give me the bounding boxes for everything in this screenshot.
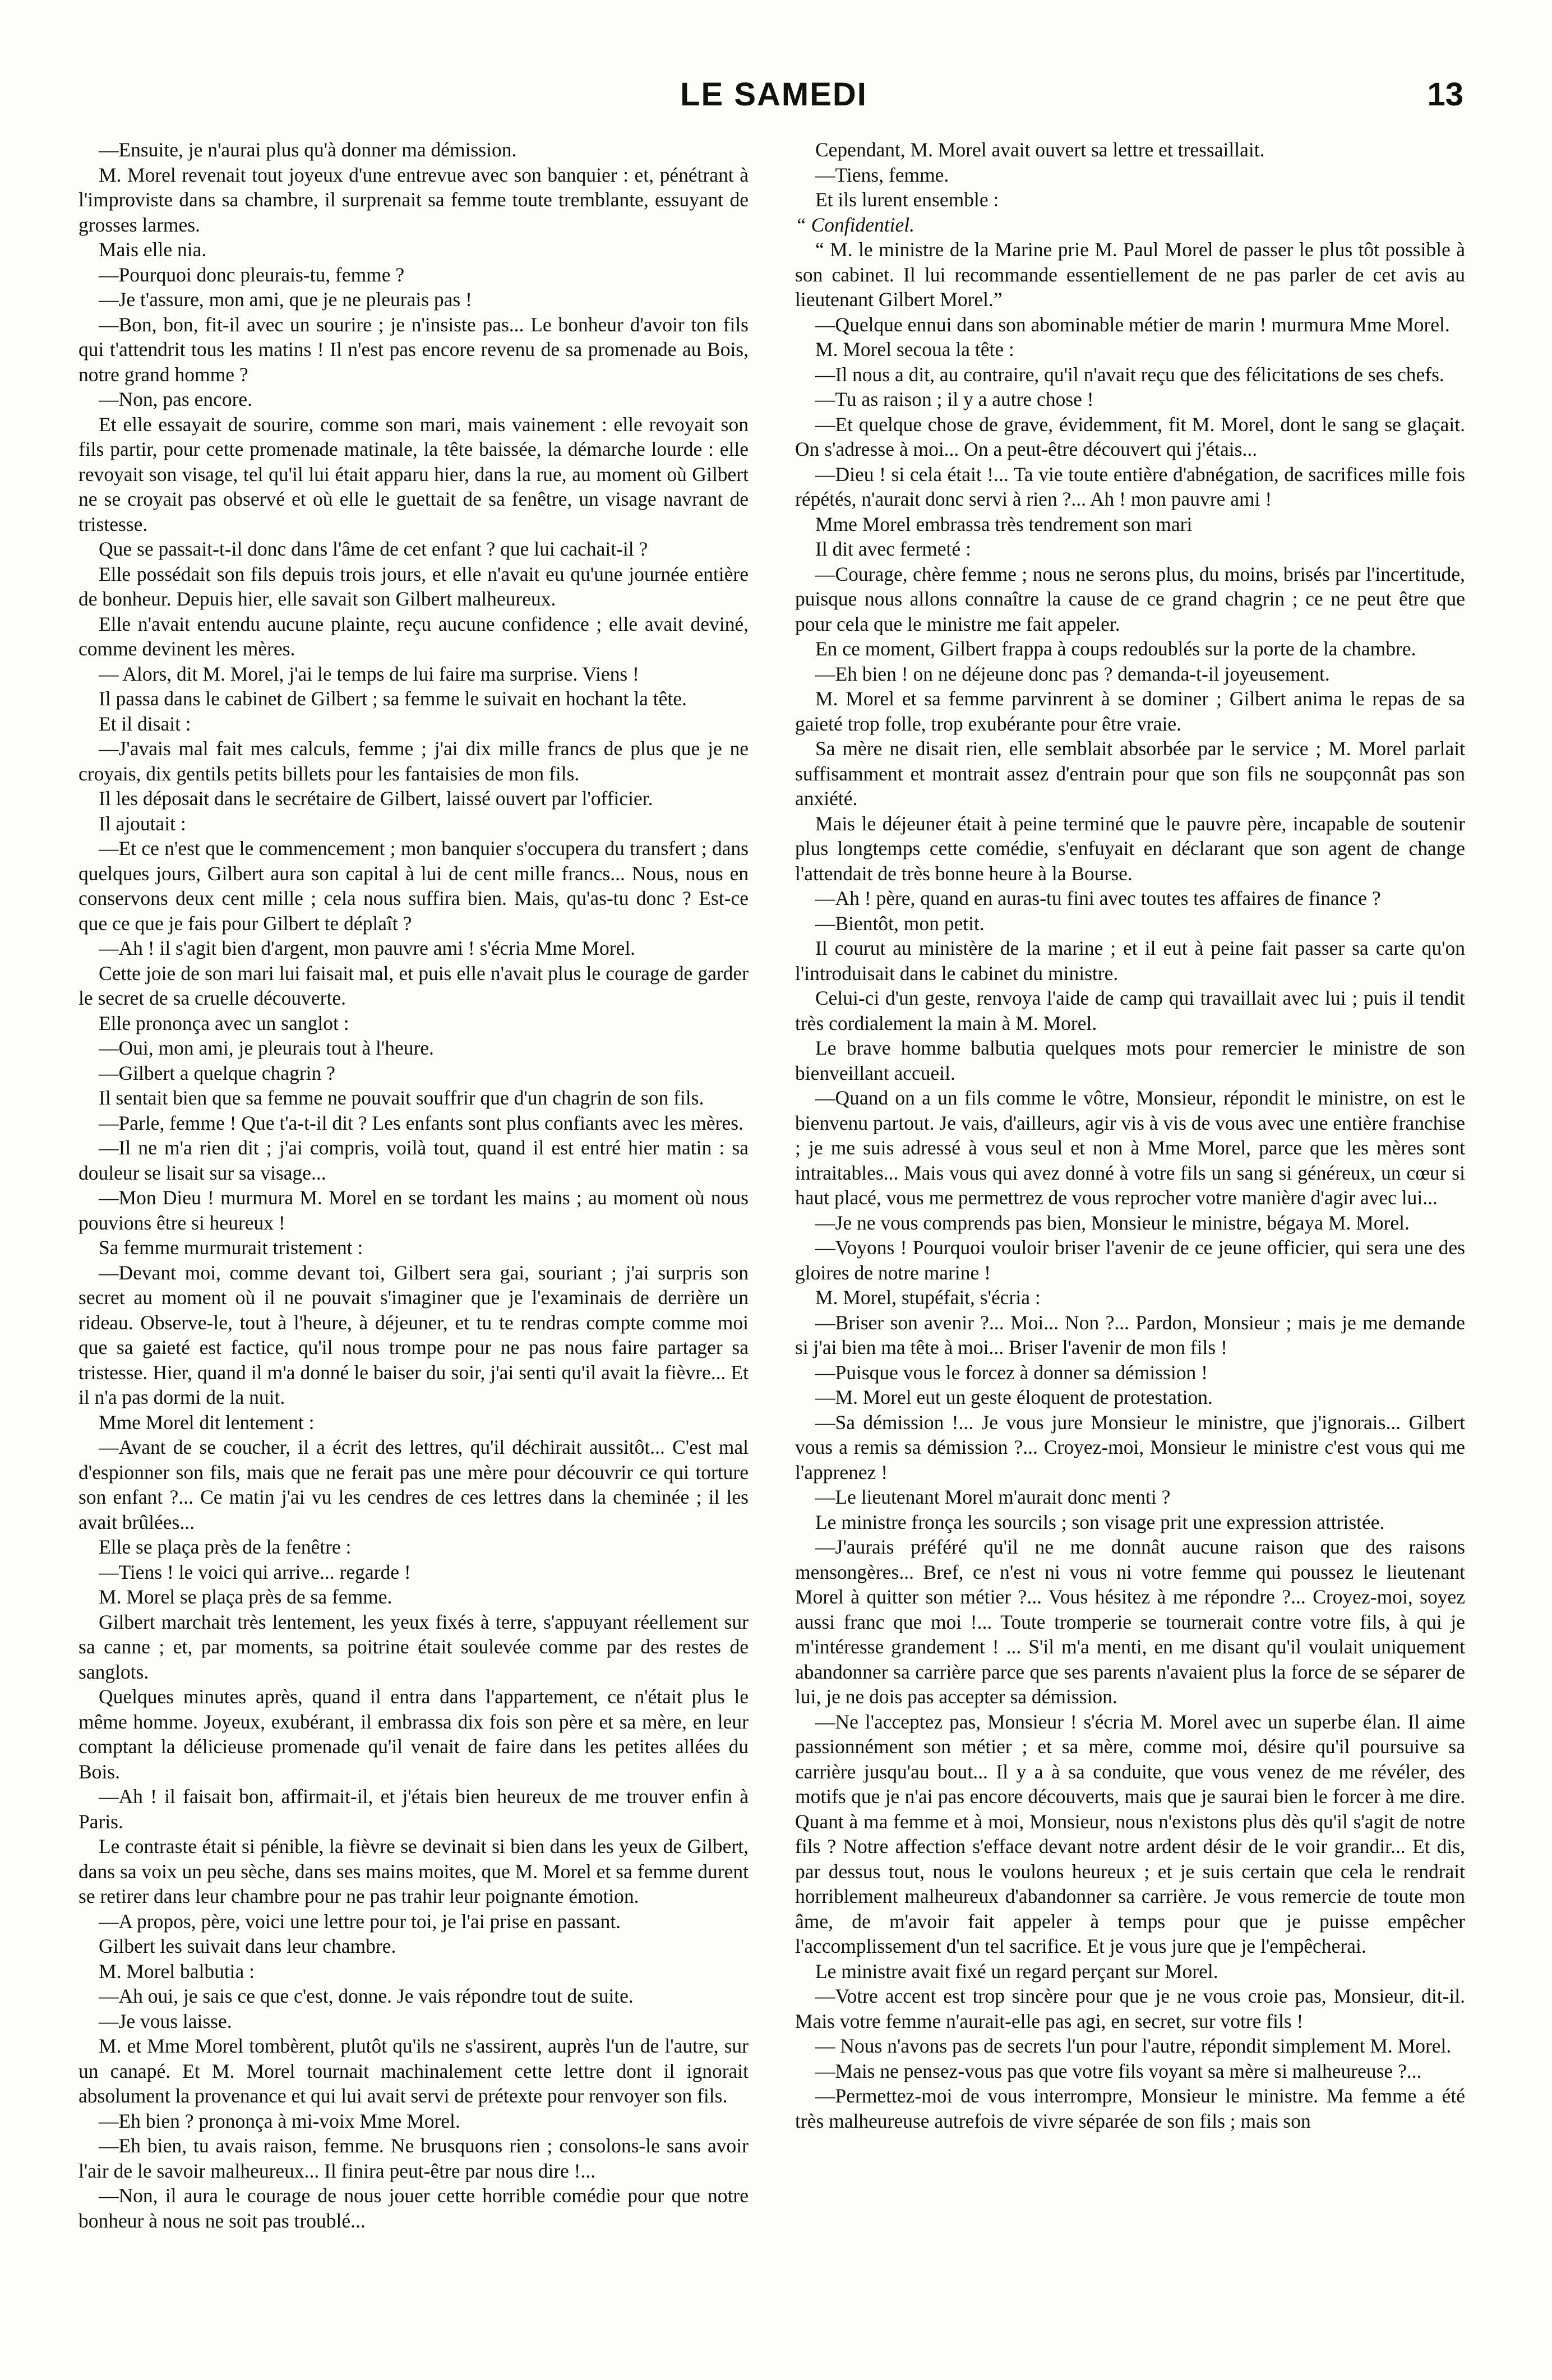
paragraph: “ Confidentiel.	[795, 213, 914, 236]
paragraph: —J'avais mal fait mes calculs, femme ; j'ai dix mille francs de plus que je ne croyais, dix gentils petits billets pour les fantaisies de mon fils.	[78, 737, 749, 785]
paragraph: Il sentait bien que sa femme ne pouvait souffrir que d'un chagrin de son fils.	[99, 1087, 704, 1109]
paragraph: —Je vous laisse.	[99, 2009, 232, 2032]
paragraph: Le contraste était si pénible, la fièvre se devinait si bien dans les yeux de Gilbert, dans sa voix un peu sèche, dans ses mains moites, que M. Morel et sa femme durent se retirer dans leur chambre pour ne pas trahir leur poignante émotion.	[78, 1835, 749, 1907]
paragraph: —Et ce n'est que le commencement ; mon banquier s'occupera du transfert ; dans quelques jours, Gilbert aura son capital à lui de cent mille francs... Nous, nous en conservons deux cent mille ; cela nous suffira bien. Mais, qu'as-tu donc ? Est-ce que ce que je fais pour Gilbert te déplaît ?	[78, 837, 749, 935]
paragraph: Le ministre fronça les sourcils ; son visage prit une expression attristée.	[815, 1510, 1385, 1533]
paragraph: Quelques minutes après, quand il entra dans l'appartement, ce n'était plus le même homme. Joyeux, exubérant, il embrassa dix fois son père et sa mère, en leur comptant la délicieuse promenade qu'il venait de faire dans les petites allées du Bois.	[78, 1685, 749, 1783]
paragraph: —Ah ! père, quand en auras-tu fini avec toutes tes affaires de finance ?	[815, 887, 1381, 909]
paragraph: —Le lieutenant Morel m'aurait donc menti ?	[815, 1486, 1171, 1508]
running-title: LE SAMEDI	[680, 76, 867, 113]
paragraph: —Ah oui, je sais ce que c'est, donne. Je vais répondre tout de suite.	[99, 1985, 634, 2007]
paragraph: —Votre accent est trop sincère pour que je ne vous croie pas, Monsieur, dit-il. Mais votre femme n'aurait-elle pas agi, en secret, sur votre fils !	[795, 1985, 1465, 2032]
paragraph: —Mon Dieu ! murmura M. Morel en se tordant les mains ; au moment où nous pouvions être si heureux !	[78, 1186, 749, 1234]
paragraph: Il courut au ministère de la marine ; et il eut à peine fait passer sa carte qu'on l'introduisait dans le cabinet du ministre.	[795, 937, 1465, 985]
paragraph: —Il ne m'a rien dit ; j'ai compris, voilà tout, quand il est entré hier matin : sa douleur se lisait sur sa visage...	[78, 1136, 749, 1184]
paragraph: —Ensuite, je n'aurai plus qu'à donner ma démission.	[99, 138, 517, 161]
paragraph: —Eh bien, tu avais raison, femme. Ne brusquons rien ; consolons-le sans avoir l'air de le savoir malheureux... Il finira peut-être par nous dire !...	[78, 2134, 749, 2182]
paragraph: Il ajoutait :	[99, 812, 186, 835]
paragraph: Et elle essayait de sourire, comme son mari, mais vainement : elle revoyait son fils partir, pour cette promenade matinale, la tête baissée, la démarche lourde : elle revoyait son visage, tel qu'il lui était apparu hier, dans la rue, au moment où Gilbert ne se croyait pas observé et où elle le guettait de sa fenêtre, un visage navrant de tristesse.	[78, 413, 749, 535]
paragraph: Mme Morel dit lentement :	[99, 1411, 315, 1434]
paragraph: Le brave homme balbutia quelques mots pour remercier le ministre de son bienveillant accueil.	[795, 1037, 1465, 1084]
paragraph: —J'aurais préféré qu'il ne me donnât aucune raison que des raisons mensongères... Bref, ce n'est ni vous ni votre femme qui poussez le lieutenant Morel à quitter son métier ?... Vous hésitez à me répondre ?... Croyez-moi, soyez aussi franc que moi !... Toute tromperie se tournerait contre votre fils, à qui je m'intéresse grandement ! ... S'il m'a menti, en me disant qu'il voulait uniquement abandonner sa carrière parce que ses parents n'avaient plus la force de se séparer de lui, je ne dois pas accepter sa démission.	[795, 1536, 1465, 1708]
paragraph: —Bon, bon, fit-il avec un sourire ; je n'insiste pas... Le bonheur d'avoir ton fils qui t'attendrit tous les matins ! Il n'est pas encore revenu de sa promenade au Bois, notre grand homme ?	[78, 313, 749, 386]
paragraph: —Ne l'acceptez pas, Monsieur ! s'écria M. Morel avec un superbe élan. Il aime passionnément son métier ; et sa mère, comme moi, désire qu'il poursuive sa carrière jusqu'au bout... Il y a à sa conduite, que vous venez de me révéler, des motifs que je n'ai pas encore découverts, mais que je saurai bien le forcer à me dire. Quant à ma femme et à moi, Monsieur, nous n'existons plus dès qu'il s'agit de notre fils ? Notre affection s'efface devant notre ardent désir de le voir grandir... Et dis, par dessus tout, nous le voulons heureux ; et je suis certain que cela le rendrait horriblement malheureux d'abandonner sa carrière. Je vous remercie de toute mon âme, de m'avoir fait appeler à temps pour que je puisse empêcher l'accomplissement d'un tel sacrifice. Et je vous jure que je l'empêcherai.	[795, 1710, 1465, 1957]
paragraph: Il les déposait dans le secrétaire de Gilbert, laissé ouvert par l'officier.	[99, 787, 653, 810]
paragraph: —Il nous a dit, au contraire, qu'il n'avait reçu que des félicitations de ses chefs.	[815, 363, 1444, 386]
paragraph: —Je t'assure, mon ami, que je ne pleurais pas !	[99, 288, 472, 311]
paragraph: —Gilbert a quelque chagrin ?	[99, 1061, 335, 1084]
paragraph: —Oui, mon ami, je pleurais tout à l'heure.	[99, 1037, 434, 1059]
paragraph: Gilbert marchait très lentement, les yeux fixés à terre, s'appuyant réellement sur sa canne ; et, par moments, sa poitrine était soulevée comme par des restes de sanglots.	[78, 1610, 749, 1683]
paragraph: —Courage, chère femme ; nous ne serons plus, du moins, brisés par l'incertitude, puisque nous allons connaître la cause de ce grand chagrin ; ce ne peut être que pour cela que le ministre me fait appeler.	[795, 562, 1465, 635]
paragraph: Sa mère ne disait rien, elle semblait absorbée par le service ; M. Morel parlait suffisamment et montrait assez d'entrain pour que son fils ne soupçonnât pas son anxiété.	[795, 737, 1465, 810]
paragraph: —Non, pas encore.	[99, 388, 253, 410]
paragraph: Il passa dans le cabinet de Gilbert ; sa femme le suivait en hochant la tête.	[99, 687, 687, 710]
paragraph: —Tiens, femme.	[815, 163, 949, 186]
paragraph: —Et quelque chose de grave, évidemment, fit M. Morel, dont le sang se glaçait. On s'adresse à moi... On a peut-être découvert qui j'étais...	[795, 413, 1465, 460]
paragraph: —Tu as raison ; il y a autre chose !	[815, 388, 1094, 410]
paragraph: Elle possédait son fils depuis trois jours, et elle n'avait eu qu'une journée entière de bonheur. Depuis hier, elle savait son Gilbert malheureux.	[78, 562, 749, 610]
paragraph: M. Morel et sa femme parvinrent à se dominer ; Gilbert anima le repas de sa gaieté trop folle, trop exubérante pour être vraie.	[795, 687, 1465, 735]
paragraph: Mais le déjeuner était à peine terminé que le pauvre père, incapable de soutenir plus longtemps cette comédie, s'enfuyait en déclarant que son agent de change l'attendait de très bonne heure à la Bourse.	[795, 812, 1465, 885]
paragraph: —Mais ne pensez-vous pas que votre fils voyant sa mère si malheureuse ?...	[815, 2059, 1422, 2082]
paragraph: —Eh bien ! on ne déjeune donc pas ? demanda-t-il joyeusement.	[815, 662, 1330, 685]
page-header	[78, 76, 1469, 126]
paragraph: Et il disait :	[99, 712, 191, 735]
paragraph: Mais elle nia.	[99, 238, 207, 261]
paragraph: —Pourquoi donc pleurais-tu, femme ?	[99, 263, 405, 286]
paragraph: —Quand on a un fils comme le vôtre, Monsieur, répondit le ministre, on est le bienvenu partout. Je vais, d'ailleurs, agir vis à vis de vous avec une entière franchise ; je me suis adressé à vous seul et non à Mme Morel, parce que les mères sont intraitables... Mais vous qui avez donné à votre fils un sang si généreux, un cœur si haut placé, vous me permettrez de vous reprocher votre manière d'agir avec lui...	[795, 1087, 1465, 1209]
paragraph: —A propos, père, voici une lettre pour toi, je l'ai prise en passant.	[99, 1910, 621, 1933]
paragraph: —Devant moi, comme devant toi, Gilbert sera gai, souriant ; j'ai surpris son secret au moment où il ne pouvait s'imaginer que je l'examinais de derrière un rideau. Observe-le, tout à l'heure, à déjeuner, et tu te rendras compte comme moi que sa gaieté est factice, qu'il nous trompe pour ne pas nous faire partager sa tristesse. Hier, quand il m'a donné le baiser du soir, j'ai senti qu'il avait la fièvre... Et il n'a pas dormi de la nuit.	[78, 1261, 749, 1408]
paragraph: — Nous n'avons pas de secrets l'un pour l'autre, répondit simplement M. Morel.	[815, 2035, 1452, 2057]
paragraph: M. Morel se plaça près de sa femme.	[99, 1586, 392, 1608]
paragraph: —Briser son avenir ?... Moi... Non ?... Pardon, Monsieur ; mais je me demande si j'ai bien ma tête à moi... Briser l'avenir de mon fils !	[795, 1311, 1465, 1358]
paragraph: Que se passait-t-il donc dans l'âme de cet enfant ? que lui cachait-il ?	[99, 538, 648, 560]
paragraph: —Bientôt, mon petit.	[815, 912, 985, 935]
paragraph: Et ils lurent ensemble :	[815, 188, 999, 211]
paragraph: —Je ne vous comprends pas bien, Monsieur le ministre, bégaya M. Morel.	[815, 1211, 1410, 1234]
paragraph: —Quelque ennui dans son abominable métier de marin ! murmura Mme Morel.	[815, 313, 1450, 336]
paragraph: —Non, il aura le courage de nous jouer cette horrible comédie pour que notre bonheur à nous ne soit pas troublé...	[78, 2184, 749, 2232]
paragraph: —Avant de se coucher, il a écrit des lettres, qu'il déchirait aussitôt... C'est mal d'espionner son fils, mais que ne ferait pas une mère pour découvrir ce qui torture son enfant ?... Ce matin j'ai vu les cendres de ces lettres dans la cheminée ; il les avait brûlées...	[78, 1436, 749, 1533]
paragraph: —Voyons ! Pourquoi vouloir briser l'avenir de ce jeune officier, qui sera une des gloires de notre marine !	[795, 1236, 1465, 1284]
paragraph: —M. Morel eut un geste éloquent de protestation.	[815, 1386, 1213, 1408]
page-number: 13	[1427, 76, 1463, 113]
paragraph: —Tiens ! le voici qui arrive... regarde !	[99, 1560, 411, 1583]
paragraph: —Sa démission !... Je vous jure Monsieur le ministre, que j'ignorais... Gilbert vous a remis sa démission ?... Croyez-moi, Monsieur le ministre c'est vous qui me l'apprenez !	[795, 1411, 1465, 1484]
paragraph: — Alors, dit M. Morel, j'ai le temps de lui faire ma surprise. Viens !	[99, 662, 639, 685]
paragraph: Cependant, M. Morel avait ouvert sa lettre et tressaillait.	[815, 138, 1265, 161]
paragraph: —Parle, femme ! Que t'a-t-il dit ? Les enfants sont plus confiants avec les mères.	[99, 1111, 743, 1134]
paragraph: —Puisque vous le forcez à donner sa démission !	[815, 1361, 1208, 1384]
paragraph: —Dieu ! si cela était !... Ta vie toute entière d'abnégation, de sacrifices mille fois répétés, n'aurait donc servi à rien ?... Ah ! mon pauvre ami !	[795, 463, 1465, 510]
paragraph: Sa femme murmurait tristement :	[99, 1236, 363, 1259]
right-text-column	[795, 137, 1465, 2358]
paragraph: Celui-ci d'un geste, renvoya l'aide de camp qui travaillait avec lui ; puis il tendit très cordialement la main à M. Morel.	[795, 987, 1465, 1034]
paragraph: M. et Mme Morel tombèrent, plutôt qu'ils ne s'assirent, auprès l'un de l'autre, sur un canapé. Et M. Morel tournait machinalement cette lettre dont il ignorait absolument la provenance et qui lui avait servi de prétexte pour renvoyer son fils.	[78, 2035, 749, 2107]
paragraph: Gilbert les suivait dans leur chambre.	[99, 1935, 396, 1957]
paragraph: —Ah ! il s'agit bien d'argent, mon pauvre ami ! s'écria Mme Morel.	[99, 937, 636, 959]
paragraph: —Permettez-moi de vous interrompre, Monsieur le ministre. Ma femme a été très malheureuse autrefois de vivre séparée de son fils ; mais son	[795, 2085, 1465, 2132]
paragraph: —Eh bien ? prononça à mi-voix Mme Morel.	[99, 2109, 460, 2132]
paragraph: M. Morel revenait tout joyeux d'une entrevue avec son banquier : et, pénétrant à l'improviste dans sa chambre, il surprenait sa femme toute tremblante, essuyant de grosses larmes.	[78, 163, 749, 236]
paragraph: Elle se plaça près de la fenêtre :	[99, 1536, 352, 1558]
paragraph: M. Morel secoua la tête :	[815, 338, 1014, 361]
paragraph: “ M. le ministre de la Marine prie M. Paul Morel de passer le plus tôt possible à son cabinet. Il lui recommande essentiellement de ne pas parler de cet avis au lieutenant Gilbert Morel.”	[795, 238, 1465, 311]
paragraph: Mme Morel embrassa très tendrement son mari	[815, 512, 1193, 535]
paragraph: Cette joie de son mari lui faisait mal, et puis elle n'avait plus le courage de garder le secret de sa cruelle découverte.	[78, 962, 749, 1009]
paragraph: —Ah ! il faisait bon, affirmait-il, et j'étais bien heureux de me trouver enfin à Paris.	[78, 1785, 749, 1833]
paragraph: M. Morel balbutia :	[99, 1960, 255, 1982]
paragraph: Elle n'avait entendu aucune plainte, reçu aucune confidence ; elle avait deviné, comme devinent les mères.	[78, 612, 749, 660]
paragraph: M. Morel, stupéfait, s'écria :	[815, 1286, 1041, 1309]
paragraph: Le ministre avait fixé un regard perçant sur Morel.	[815, 1960, 1218, 1982]
paragraph: Il dit avec fermeté :	[815, 538, 971, 560]
paragraph: Elle prononça avec un sanglot :	[99, 1011, 349, 1034]
paragraph: En ce moment, Gilbert frappa à coups redoublés sur la porte de la chambre.	[815, 637, 1416, 660]
left-text-column	[78, 137, 749, 2358]
